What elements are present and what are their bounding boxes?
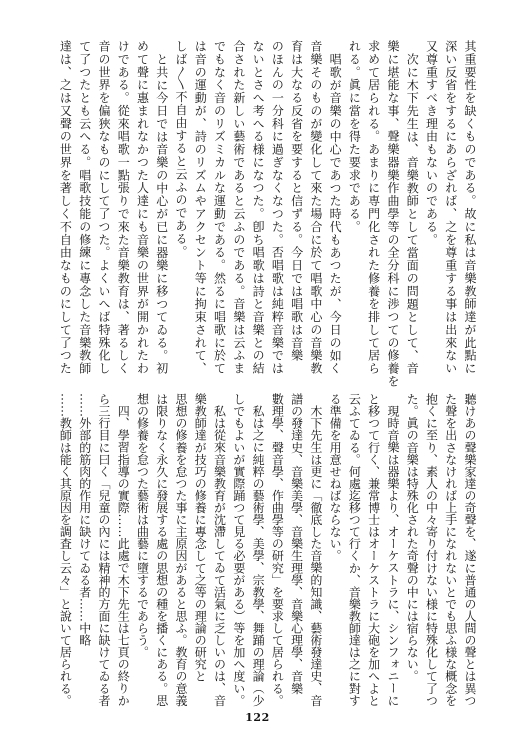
text-column: 求めて居られる。あまりに専門化された修養を排して居ら bbox=[366, 40, 381, 375]
text-column: 合された新しい藝術であると云ふのである。音樂は云ふま bbox=[231, 40, 246, 375]
page-number: 122 bbox=[245, 711, 270, 724]
text-column: 樂教師達が技巧の修養に專念して之等の理論の研究と bbox=[193, 393, 208, 683]
upper-text-tier bbox=[55, 40, 479, 386]
paragraph-start-column: 私は從來音樂教育が沈滯してゐて活氣に乏しいのは、音 bbox=[212, 405, 227, 707]
paragraph-start-column: 唱歌が音樂の中心であつた時代もあつたが、今日の如く bbox=[328, 52, 343, 375]
text-column: 又尊重すべき理由もないのである。 bbox=[424, 40, 439, 247]
text-column: ……教師は能く其原因を調査し云々」と說いて居られる。 bbox=[58, 393, 73, 707]
text-column: 樂に堪能な事、聲樂器樂作曲學等の全分科に渉つての修養を bbox=[385, 40, 400, 388]
paragraph-start-column: と共に今日では音樂の中心が已に器樂に移つてゐる。初 bbox=[154, 52, 169, 375]
text-column: 育は大なる反省を要すると信ずる。今日では唱歌は音樂 bbox=[289, 40, 304, 362]
text-column: 深い反省をするにあらざれば、之を尊重する事は出來ない bbox=[443, 40, 458, 375]
text-column: 思想の修養を怠つた事に主原因があると思ふ。教育の意義 bbox=[174, 393, 189, 707]
text-column: ないとさへ考へる様になつた。卽ち唱歌は詩と音樂との結 bbox=[251, 40, 266, 375]
paragraph-start-column: 木下先生は更に「徹底した音樂的知識、藝術發達史、音 bbox=[308, 405, 323, 707]
text-column: めて聲に惠まれなかつた人達にも音樂の世界が開かれたわ bbox=[135, 40, 150, 375]
paragraph-start-column: 私は之に純粹の藝術學、美學、宗教學、舞踊の理論（少 bbox=[251, 405, 266, 707]
text-column: 云ふてゐる。何處迄移つて行くか、音樂教師達は之に對す bbox=[347, 393, 362, 707]
text-column: 想の修養を怠つた藝術は曲藝に墮するであらう。 bbox=[135, 393, 150, 659]
text-column: しば〳〵不自由すると云ふのである。 bbox=[174, 40, 189, 259]
text-column: 抱くに至り、素人の中々寄り付けない様に特殊化して了つ bbox=[424, 393, 439, 707]
text-column: ……外部的筋肉的作用に缺けてゐる者……中略 bbox=[77, 393, 92, 647]
lower-text-tier bbox=[55, 393, 479, 707]
text-column: でもなく音のリズミカルな運動である。然るに唱歌に於て bbox=[212, 40, 227, 375]
text-column: る準備を用意せねばならない。 bbox=[328, 393, 343, 562]
text-column: て了つたとも云へる。唱歌技能の修練に專念した音樂教師 bbox=[77, 40, 92, 375]
paragraph-start-column: 次に木下先生は、音樂教師として當面の問題として、音 bbox=[405, 52, 420, 375]
text-column: ら三行目に曰く「兒童の內には精神的方面に缺けてゐる者 bbox=[96, 393, 111, 707]
text-column: 音樂そのものが變化して來た場合に於て唱歌中心の音樂教 bbox=[308, 40, 323, 375]
paragraph-start-column: 四、學習指導の實際……此處で木下先生は七頁の終りか bbox=[116, 405, 131, 707]
text-column: 譜の發達史、音樂美學、音樂生理學、音樂心理學、音樂 bbox=[289, 393, 304, 695]
text-column: けである。從來唱歌一點張りで來た音樂教育は、著るしく bbox=[116, 40, 131, 375]
text-column: れる。眞に當を得た要求である。 bbox=[347, 40, 362, 234]
text-column: た。眞の音樂は特殊化された奇聲の中には宿らない。 bbox=[405, 393, 420, 683]
text-column: と移つて行く、兼常博士はオーケストラに大砲を加へよと bbox=[366, 393, 381, 707]
text-column: は限りなく永久に發展する處の思想の種を播くにある。思 bbox=[154, 393, 169, 707]
text-column: 數理學、聲音學、作曲學等の研究」を要求して居られる。 bbox=[270, 393, 285, 707]
text-column: 達は、之は又聲の世界を著しく不自由なものにして了つた bbox=[58, 40, 73, 375]
text-column: しでもよいが實際踊つて見る必要がある）等を加へ度い。 bbox=[231, 393, 246, 707]
text-column: は音の運動が、詩のリズムやアクセント等に拘束されて、 bbox=[193, 40, 208, 375]
text-column: のほんの一分科に過ぎなくなつた。否唱歌は純粹音樂では bbox=[270, 40, 285, 375]
text-column: た聲を出さなければ上手になれないとでも思ふ様な概念を bbox=[443, 393, 458, 707]
text-column: 其重要性を缺くものである。故に私は音樂教師達が此點に bbox=[463, 40, 477, 375]
text-column: 聽けあの聲樂家達の奇聲を、遂に普通の人間の聲とは異つ bbox=[463, 393, 477, 707]
text-column: 音の世界を偏狹なものにして了つた。よくいへば特殊化し bbox=[96, 40, 111, 375]
paragraph-start-column: 現時音樂は器樂より、オーケストラに、シンフォニーに bbox=[385, 405, 400, 707]
